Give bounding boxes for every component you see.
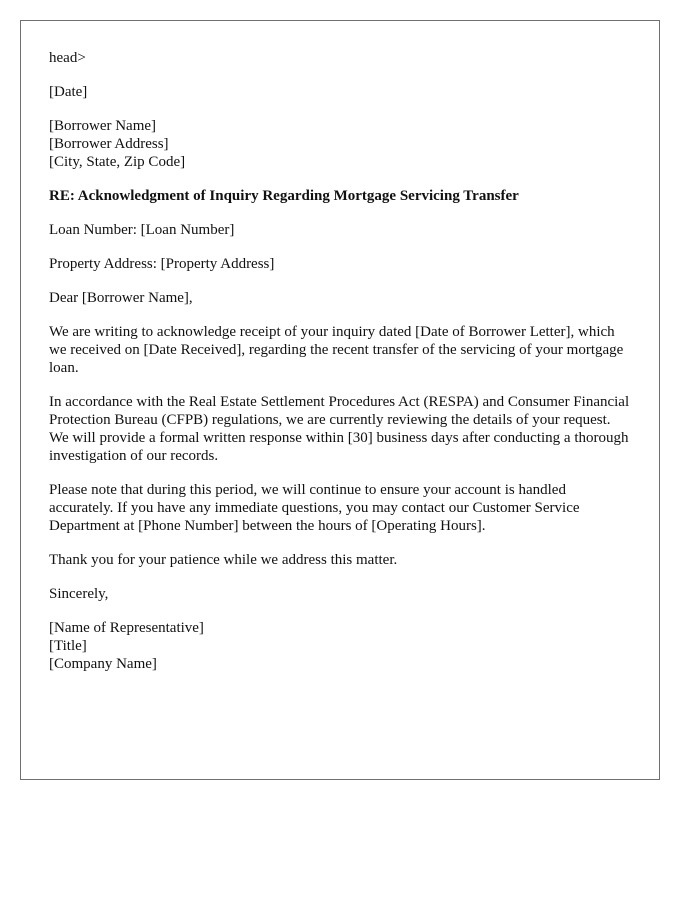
letter-body bbox=[49, 49, 633, 689]
recipient-block bbox=[49, 117, 633, 171]
signature-company: [Company Name] bbox=[49, 656, 157, 672]
letter-date: [Date] bbox=[49, 84, 88, 100]
letter-page bbox=[20, 20, 660, 780]
closing: Sincerely, bbox=[49, 586, 109, 602]
signature-name: [Name of Representative] bbox=[49, 620, 204, 636]
signature-title: [Title] bbox=[49, 638, 87, 654]
recipient-address: [Borrower Address] bbox=[49, 136, 169, 152]
body-paragraph-thanks: Thank you for your patience while we address this matter. bbox=[49, 552, 398, 568]
stray-markup-text: head> bbox=[49, 50, 86, 66]
recipient-name: [Borrower Name] bbox=[49, 118, 157, 134]
loan-number-line: Loan Number: [Loan Number] bbox=[49, 222, 235, 238]
body-paragraph-respa: In accordance with the Real Estate Settlement Procedures Act (RESPA) and Consumer Financial Protection Bureau (CFPB) regulations, we are currently reviewing the details of your request. We will provide a formal written response within [30] business days after conducting a thorough investigation of our records. bbox=[49, 394, 630, 464]
signature-block bbox=[49, 619, 633, 673]
salutation: Dear [Borrower Name], bbox=[49, 290, 193, 306]
body-paragraph-acknowledgment: We are writing to acknowledge receipt of your inquiry dated [Date of Borrower Letter], which we received on [Date Received], regarding the recent transfer of the servicing of your mortgage loan. bbox=[49, 324, 624, 376]
body-paragraph-account-note: Please note that during this period, we will continue to ensure your account is handled accurately. If you have any immediate questions, you may contact our Customer Service Department at [Phone Number] between the hours of [Operating Hours]. bbox=[49, 482, 580, 534]
property-address-line: Property Address: [Property Address] bbox=[49, 256, 275, 272]
subject-line: RE: Acknowledgment of Inquiry Regarding Mortgage Servicing Transfer bbox=[49, 188, 519, 204]
recipient-city-state-zip: [City, State, Zip Code] bbox=[49, 154, 186, 170]
